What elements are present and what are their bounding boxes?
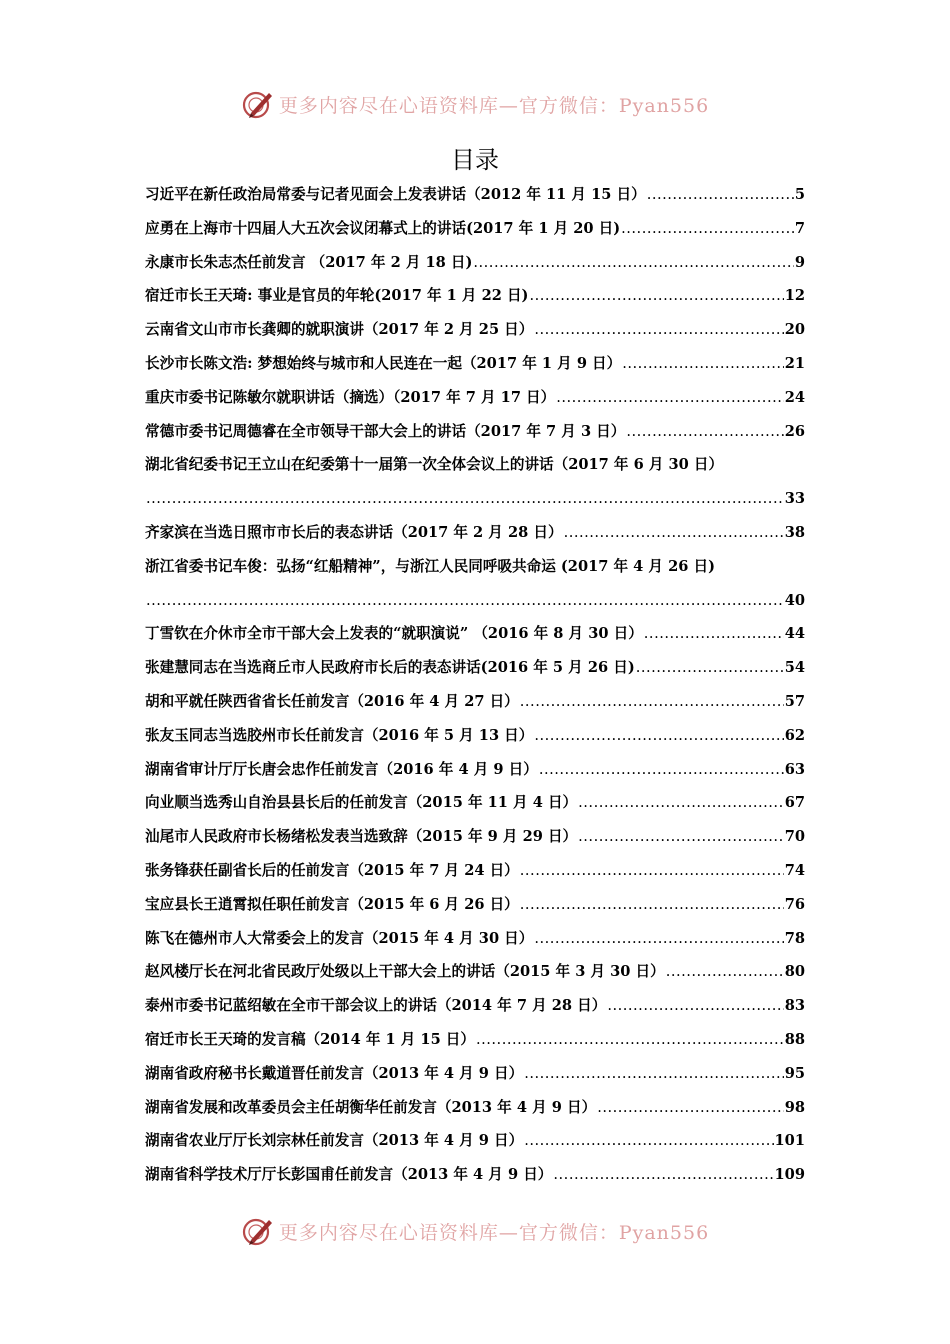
banner-text: 更多内容尽在心语资料库—官方微信：Pyan556 [278, 1221, 710, 1244]
toc-entry[interactable] [145, 347, 805, 381]
toc-leader-dots [473, 246, 793, 280]
toc-page-number: 63 [784, 760, 805, 778]
toc-leader-dots [146, 584, 784, 618]
toc-leader-dots [666, 955, 784, 989]
toc-entry-title: 永康市长朱志杰任前发言 （2017 年 2 月 18 日) [145, 253, 473, 271]
toc-page-number: 7 [794, 219, 805, 237]
toc-leader-dots [524, 1057, 783, 1091]
toc-page-number: 9 [794, 253, 805, 271]
toc-entry[interactable] [145, 617, 805, 651]
toc-entry-title: 丁雪钦在介休市全市干部大会上发表的“就职演说” （2016 年 8 月 30 日） [145, 625, 643, 643]
toc-page-number: 33 [784, 490, 805, 508]
toc-leader-dots [647, 178, 794, 212]
toc-entry[interactable] [145, 516, 805, 550]
toc-page-number: 26 [784, 422, 805, 440]
toc-entry[interactable] [145, 955, 805, 989]
toc-entry-title: 应勇在上海市十四届人大五次会议闭幕式上的讲话(2017 年 1 月 20 日) [145, 219, 621, 237]
toc-leader-dots [553, 1158, 773, 1192]
toc-page-number: 88 [784, 1030, 805, 1048]
toc-page-number: 44 [784, 625, 805, 643]
toc-page-number: 98 [784, 1098, 805, 1116]
toc-entry-title: 湖南省政府秘书长戴道晋任前发言（2013 年 4 月 9 日） [145, 1064, 524, 1082]
toc-leader-dots [529, 279, 783, 313]
toc-entry[interactable] [145, 922, 805, 956]
toc-leader-dots [636, 651, 784, 685]
toc-leader-dots [146, 482, 784, 516]
pen-circle-logo-icon [241, 1214, 275, 1248]
toc-leader-dots [597, 1091, 784, 1125]
toc-entry[interactable] [145, 1158, 805, 1192]
toc-page-number: 24 [784, 388, 805, 406]
toc-entry-title: 宿迁市长王天琦: 事业是官员的年轮(2017 年 1 月 22 日) [145, 287, 529, 305]
toc-entry[interactable] [145, 279, 805, 313]
toc-page-number: 95 [784, 1064, 805, 1082]
toc-entry[interactable] [145, 1091, 805, 1125]
toc-leader-dots [520, 888, 784, 922]
pen-circle-logo-icon [241, 87, 275, 121]
toc-entry-title: 张务锋获任副省长后的任前发言（2015 年 7 月 24 日） [145, 861, 519, 879]
toc-entry[interactable] [145, 178, 805, 212]
toc-leader-dots [622, 347, 783, 381]
toc-page-number: 70 [784, 828, 805, 846]
toc-entry[interactable] [145, 246, 805, 280]
toc-page-number: 80 [784, 963, 805, 981]
toc-leader-dots [476, 1023, 784, 1057]
toc-leader-dots [607, 989, 783, 1023]
toc-leader-dots [524, 1124, 773, 1158]
toc-entry-title: 湖南省科学技术厅厅长彭国甫任前发言（2013 年 4 月 9 日） [145, 1166, 553, 1184]
toc-leader-dots [644, 617, 784, 651]
toc-leader-dots [520, 854, 784, 888]
toc-entry-title: 陈飞在德州市人大常委会上的发言（2015 年 4 月 30 日） [145, 929, 534, 947]
toc-title: 目录 [451, 146, 499, 174]
toc-entry-title: 湖南省农业厅厅长刘宗林任前发言（2013 年 4 月 9 日） [145, 1132, 524, 1150]
toc-page-number: 74 [784, 861, 805, 879]
toc-leader-dots [539, 753, 784, 787]
toc-page-number: 12 [784, 287, 805, 305]
toc-page-number: 109 [774, 1166, 805, 1184]
toc-entry-title: 云南省文山市市长龚卿的就职演讲（2017 年 2 月 25 日） [145, 321, 534, 339]
toc-entry-title: 汕尾市人民政府市长杨绪松发表当选致辞（2015 年 9 月 29 日） [145, 828, 578, 846]
toc-entry[interactable] [145, 651, 805, 685]
toc-entry-title: 张友玉同志当选胶州市长任前发言（2016 年 5 月 13 日） [145, 726, 534, 744]
toc-entry[interactable] [145, 888, 805, 922]
toc-page-number: 62 [784, 726, 805, 744]
toc-entry[interactable] [145, 550, 805, 618]
toc-leader-dots [556, 381, 783, 415]
toc-entry-title: 习近平在新任政治局常委与记者见面会上发表讲话（2012 年 11 月 15 日） [145, 186, 646, 203]
toc-entry-title: 宿迁市长王天琦的发言稿（2014 年 1 月 15 日） [145, 1030, 475, 1048]
toc-leader-dots [578, 786, 784, 820]
toc-page-number: 78 [784, 929, 805, 947]
toc-entry-title: 湖南省审计厅厅长唐会忠作任前发言（2016 年 4 月 9 日） [145, 760, 538, 778]
toc-entry-title: 赵风楼厅长在河北省民政厅处级以上干部大会上的讲话（2015 年 3 月 30 日） [145, 963, 665, 981]
toc-page-number: 21 [784, 354, 805, 372]
toc-entry-title: 重庆市委书记陈敏尔就职讲话（摘选）（2017 年 7 月 17 日） [145, 388, 556, 406]
toc-page-number: 67 [784, 794, 805, 812]
toc-leader-dots [520, 685, 784, 719]
toc-entry-title: 浙江省委书记车俊：弘扬“红船精神”，与浙江人民同呼吸共命运 (2017 年 4 月 26 日) [145, 557, 715, 575]
toc-entry[interactable] [145, 1124, 805, 1158]
toc-entry-title: 湖南省发展和改革委员会主任胡衡华任前发言（2013 年 4 月 9 日） [145, 1098, 597, 1116]
toc-page-number: 101 [774, 1132, 805, 1150]
toc-entry-title: 齐家滨在当选日照市市长后的表态讲话（2017 年 2 月 28 日） [145, 523, 563, 541]
toc-entry[interactable] [145, 381, 805, 415]
banner-text: 更多内容尽在心语资料库—官方微信：Pyan556 [278, 94, 710, 117]
toc-leader-dots [621, 212, 794, 246]
toc-leader-dots [578, 820, 784, 854]
table-of-contents [145, 178, 805, 1192]
toc-entry[interactable] [145, 719, 805, 753]
toc-entry-title: 湖北省纪委书记王立山在纪委第十一届第一次全体会议上的讲话（2017 年 6 月 30 日） [145, 456, 724, 474]
toc-page-number: 40 [784, 591, 805, 609]
toc-leader-dots [534, 313, 783, 347]
toc-entry[interactable] [145, 685, 805, 719]
toc-entry[interactable] [145, 448, 805, 516]
toc-entry[interactable] [145, 1023, 805, 1057]
toc-leader-dots [534, 922, 783, 956]
toc-entry-title: 常德市委书记周德睿在全市领导干部大会上的讲话（2017 年 7 月 3 日） [145, 422, 626, 440]
toc-entry[interactable] [145, 854, 805, 888]
toc-entry-title: 张建慧同志在当选商丘市人民政府市长后的表态讲话(2016 年 5 月 26 日) [145, 659, 635, 677]
toc-leader-dots [564, 516, 784, 550]
toc-entry[interactable] [145, 753, 805, 787]
header-watermark-banner [0, 84, 950, 124]
footer-watermark-banner [0, 1211, 950, 1251]
toc-leader-dots [534, 719, 783, 753]
toc-page-number: 5 [794, 186, 805, 203]
toc-page-number: 76 [784, 895, 805, 913]
toc-page-number: 57 [784, 692, 805, 710]
toc-entry[interactable] [145, 1057, 805, 1091]
toc-entry-title: 长沙市长陈文浩: 梦想始终与城市和人民连在一起（2017 年 1 月 9 日） [145, 354, 622, 372]
toc-entry[interactable] [145, 212, 805, 246]
toc-entry-title: 宝应县长王逍霄拟任职任前发言（2015 年 6 月 26 日） [145, 895, 519, 913]
toc-page-number: 20 [784, 321, 805, 339]
toc-page-number: 54 [784, 659, 805, 677]
toc-entry[interactable] [145, 989, 805, 1023]
toc-entry[interactable] [145, 786, 805, 820]
toc-entry[interactable] [145, 820, 805, 854]
toc-entry-title: 向业顺当选秀山自治县县长后的任前发言（2015 年 11 月 4 日） [145, 794, 578, 812]
toc-page-number: 38 [784, 523, 805, 541]
toc-entry-title: 泰州市委书记蓝绍敏在全市干部会议上的讲话（2014 年 7 月 28 日） [145, 997, 607, 1015]
toc-entry-title: 胡和平就任陕西省省长任前发言（2016 年 4 月 27 日） [145, 692, 519, 710]
toc-entry[interactable] [145, 313, 805, 347]
toc-leader-dots [626, 415, 783, 449]
toc-page-number: 83 [784, 997, 805, 1015]
toc-entry[interactable] [145, 415, 805, 449]
